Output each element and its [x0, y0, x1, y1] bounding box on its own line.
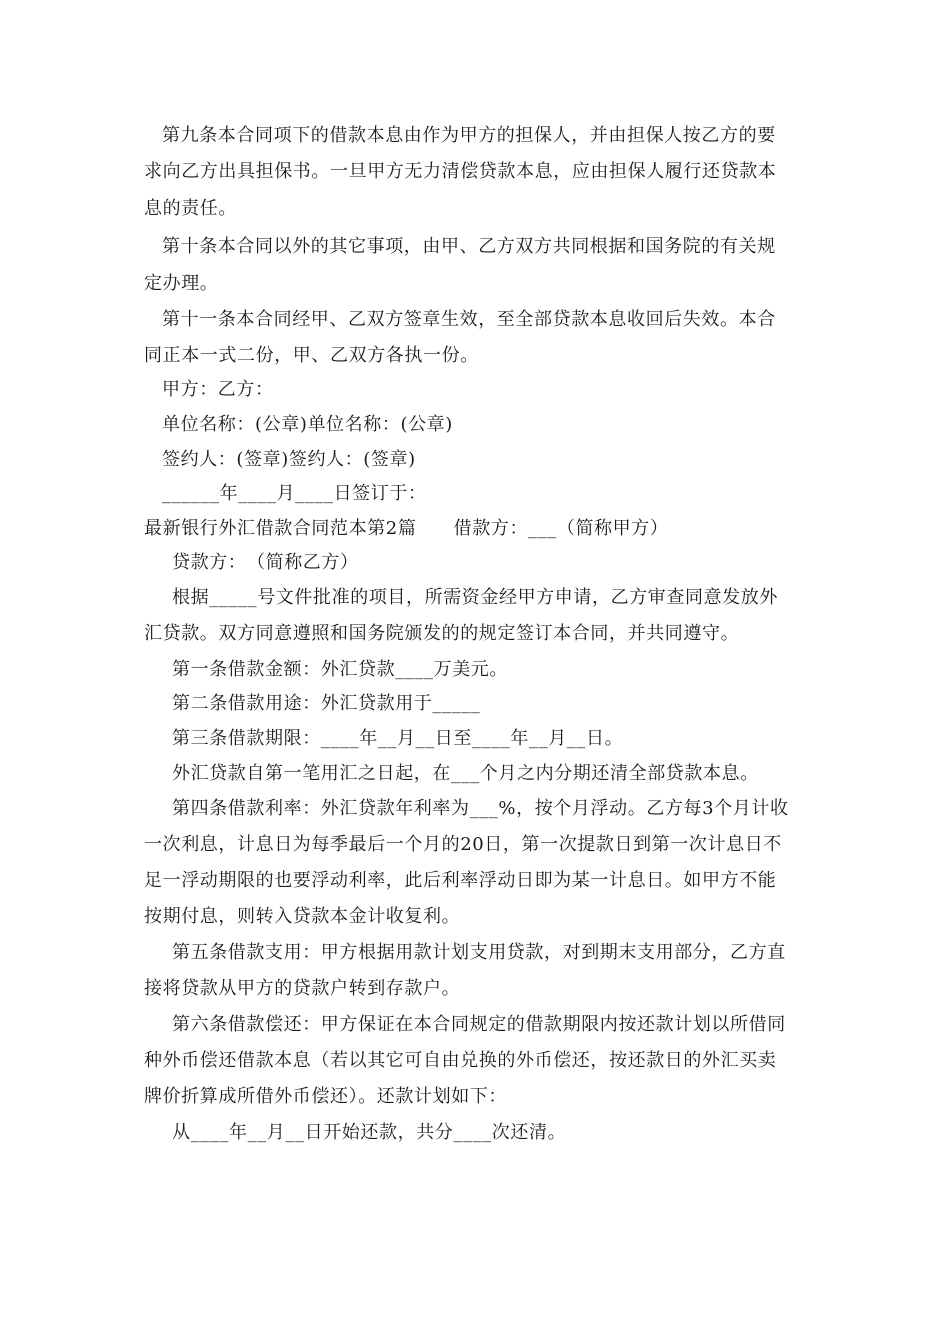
text-line: 牌价折算成所借外币偿还）。还款计划如下： — [144, 1086, 507, 1107]
text-line: ______年____月____日签订于： — [162, 483, 427, 504]
text-line: 甲方：乙方： — [162, 379, 274, 400]
text-line: 最新银行外汇借款合同范本第2篇 借款方：___（简称甲方） — [144, 518, 669, 539]
text-line: 一次利息，计息日为每季最后一个月的20日，第一次提款日到第一次计息日不 — [144, 834, 782, 855]
text-line: 同正本一式二份，甲、乙双方各执一份。 — [144, 345, 479, 366]
text-line: 从____年__月__日开始还款，共分____次还清。 — [172, 1122, 567, 1143]
text-line: 定办理。 — [144, 273, 219, 294]
text-line: 接将贷款从甲方的贷款户转到存款户。 — [144, 978, 461, 999]
text-line: 第二条借款用途：外汇贷款用于_____ — [172, 693, 481, 714]
text-line: 第九条本合同项下的借款本息由作为甲方的担保人，并由担保人按乙方的要 — [162, 125, 776, 146]
text-line: 足一浮动期限的也要浮动利率，此后利率浮动日即为某一计息日。如甲方不能 — [144, 870, 777, 891]
text-line: 汇贷款。双方同意遵照和国务院颁发的的规定签订本合同，并共同遵守。 — [144, 623, 740, 644]
text-line: 第六条借款偿还：甲方保证在本合同规定的借款期限内按还款计划以所借同 — [172, 1014, 786, 1035]
text-line: 第四条借款利率：外汇贷款年利率为___%，按个月浮动。乙方每3个月计收 — [172, 798, 789, 819]
text-line: 按期付息，则转入贷款本金计收复利。 — [144, 906, 461, 927]
text-line: 第五条借款支用：甲方根据用款计划支用贷款，对到期末支用部分，乙方直 — [172, 942, 786, 963]
text-line: 第一条借款金额：外汇贷款____万美元。 — [172, 659, 508, 680]
text-line: 贷款方： （简称乙方） — [172, 552, 359, 573]
text-line: 第十一条本合同经甲、乙双方签章生效，至全部贷款本息收回后失效。本合 — [162, 309, 776, 330]
text-line: 种外币偿还借款本息（若以其它可自由兑换的外币偿还，按还款日的外汇买卖 — [144, 1050, 777, 1071]
text-line: 息的责任。 — [144, 198, 237, 219]
text-line: 求向乙方出具担保书。一旦甲方无力清偿贷款本息，应由担保人履行还贷款本 — [144, 161, 777, 182]
text-line: 第十条本合同以外的其它事项，由甲、乙方双方共同根据和国务院的有关规 — [162, 236, 776, 257]
text-line: 根据_____号文件批准的项目，所需资金经甲方申请，乙方审查同意发放外 — [172, 587, 778, 608]
text-line: 单位名称：(公章)单位名称：(公章) — [162, 414, 453, 435]
text-line: 外汇贷款自第一笔用汇之日起，在___个月之内分期还清全部贷款本息。 — [172, 763, 759, 784]
text-line: 签约人：(签章)签约人：(签章) — [162, 449, 416, 470]
text-line: 第三条借款期限：____年__月__日至____年__月__日。 — [172, 728, 624, 749]
